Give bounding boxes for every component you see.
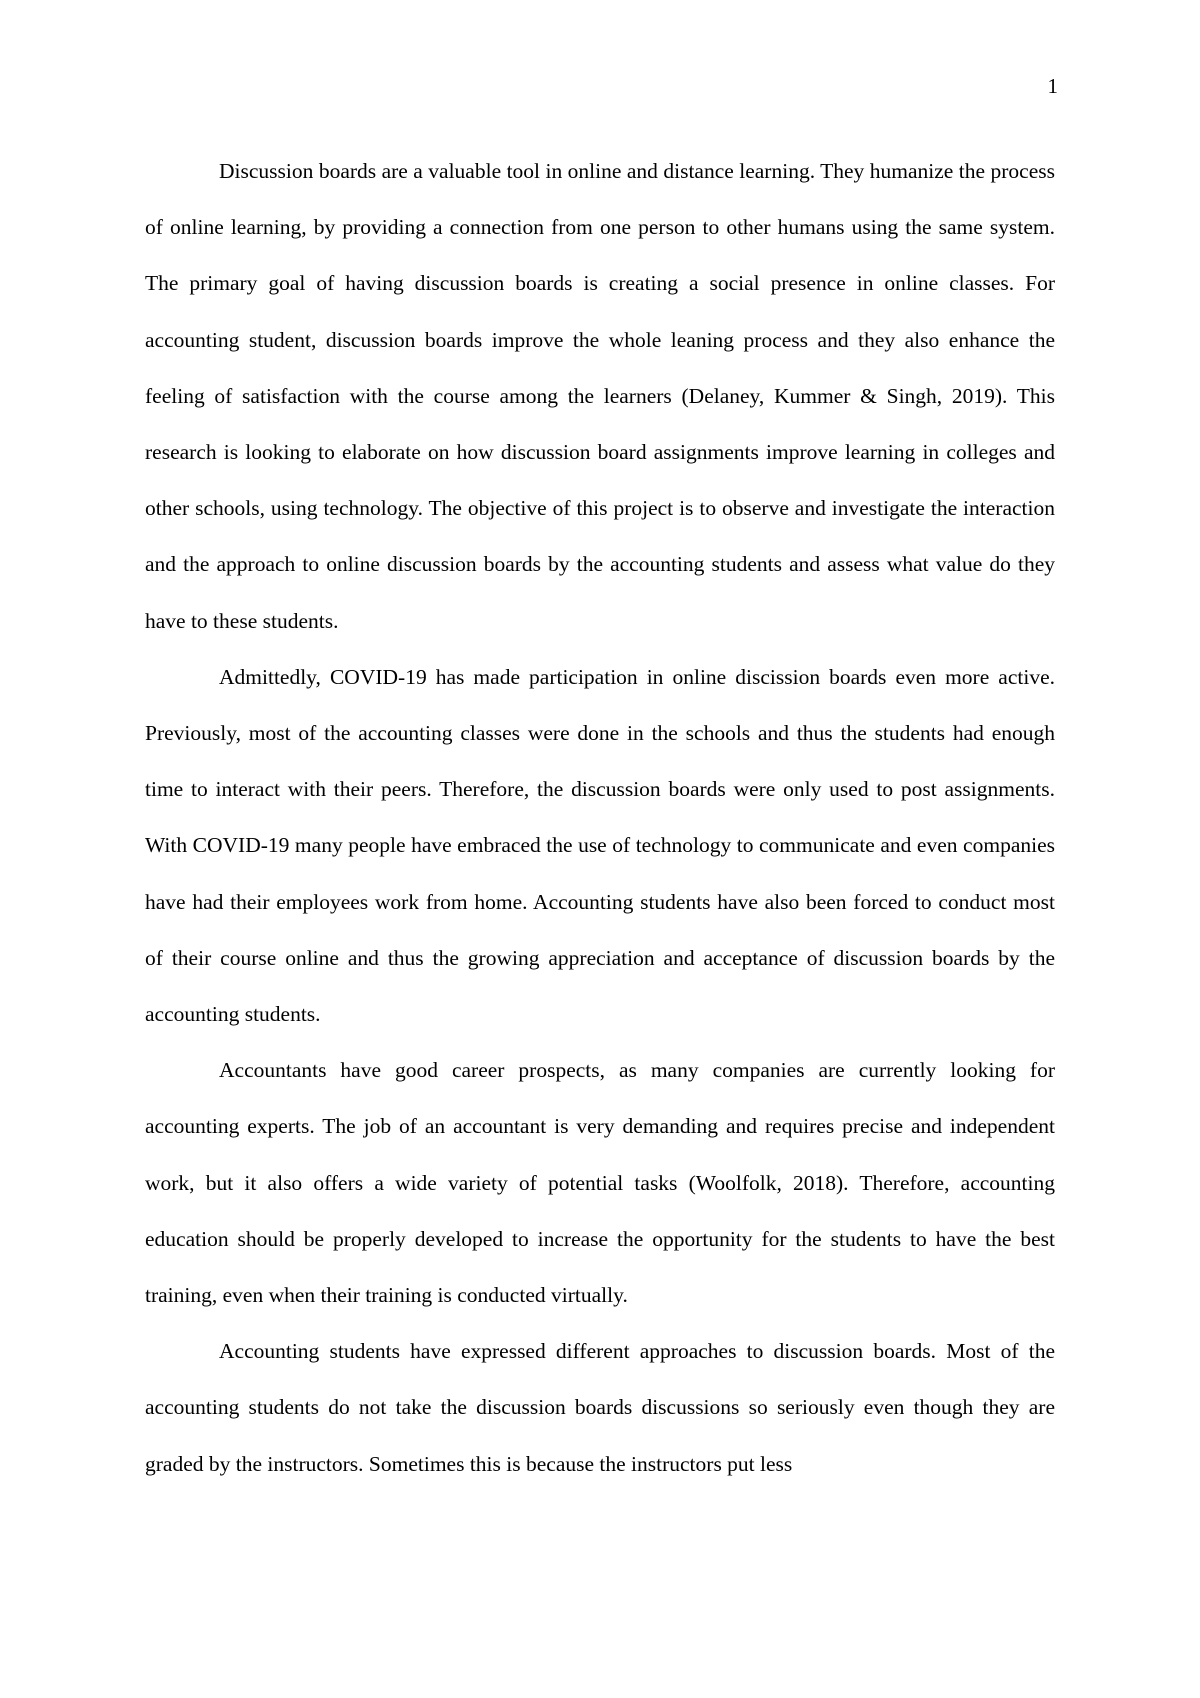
- paragraph-3: Accountants have good career prospects, as many companies are currently looking for accounting experts. The job of an accountant is very demanding and requires precise and independent work, but it also offers a wide variety of potential tasks (Woolfolk, 2018). Therefore, accounting education should be properly developed to increase the opportunity for the students to have the best training, even when their training is conducted virtually.: [145, 1058, 1055, 1308]
- paragraph-2: Admittedly, COVID-19 has made participation in online discission boards even more active. Previously, most of the accounting classes were done in the schools and thus the students had enough time to interact with their peers. Therefore, the discussion boards were only used to post assignments. With COVID-19 many people have embraced the use of technology to communicate and even companies have had their employees work from home. Accounting students have also been forced to conduct most of their course online and thus the growing appreciation and acceptance of discussion boards by the accounting students.: [145, 664, 1055, 1027]
- page-number: 1: [1047, 74, 1058, 98]
- paragraph-1: Discussion boards are a valuable tool in online and distance learning. They humanize the process of online learning, by providing a connection from one person to other humans using the same system. The primary goal of having discussion boards is creating a social presence in online classes. For accounting student, discussion boards improve the whole leaning process and they also enhance the feeling of satisfaction with the course among the learners (Delaney, Kummer & Singh, 2019). This research is looking to elaborate on how discussion board assignments improve learning in colleges and other schools, using technology. The objective of this project is to observe and investigate the interaction and the approach to online discussion boards by the accounting students and assess what value do they have to these students.: [145, 159, 1055, 633]
- document-body: [145, 143, 1055, 1492]
- paragraph-4: Accounting students have expressed different approaches to discussion boards. Most of the accounting students do not take the discussion boards discussions so seriously even though they are graded by the instructors. Sometimes this is because the instructors put less: [145, 1339, 1055, 1476]
